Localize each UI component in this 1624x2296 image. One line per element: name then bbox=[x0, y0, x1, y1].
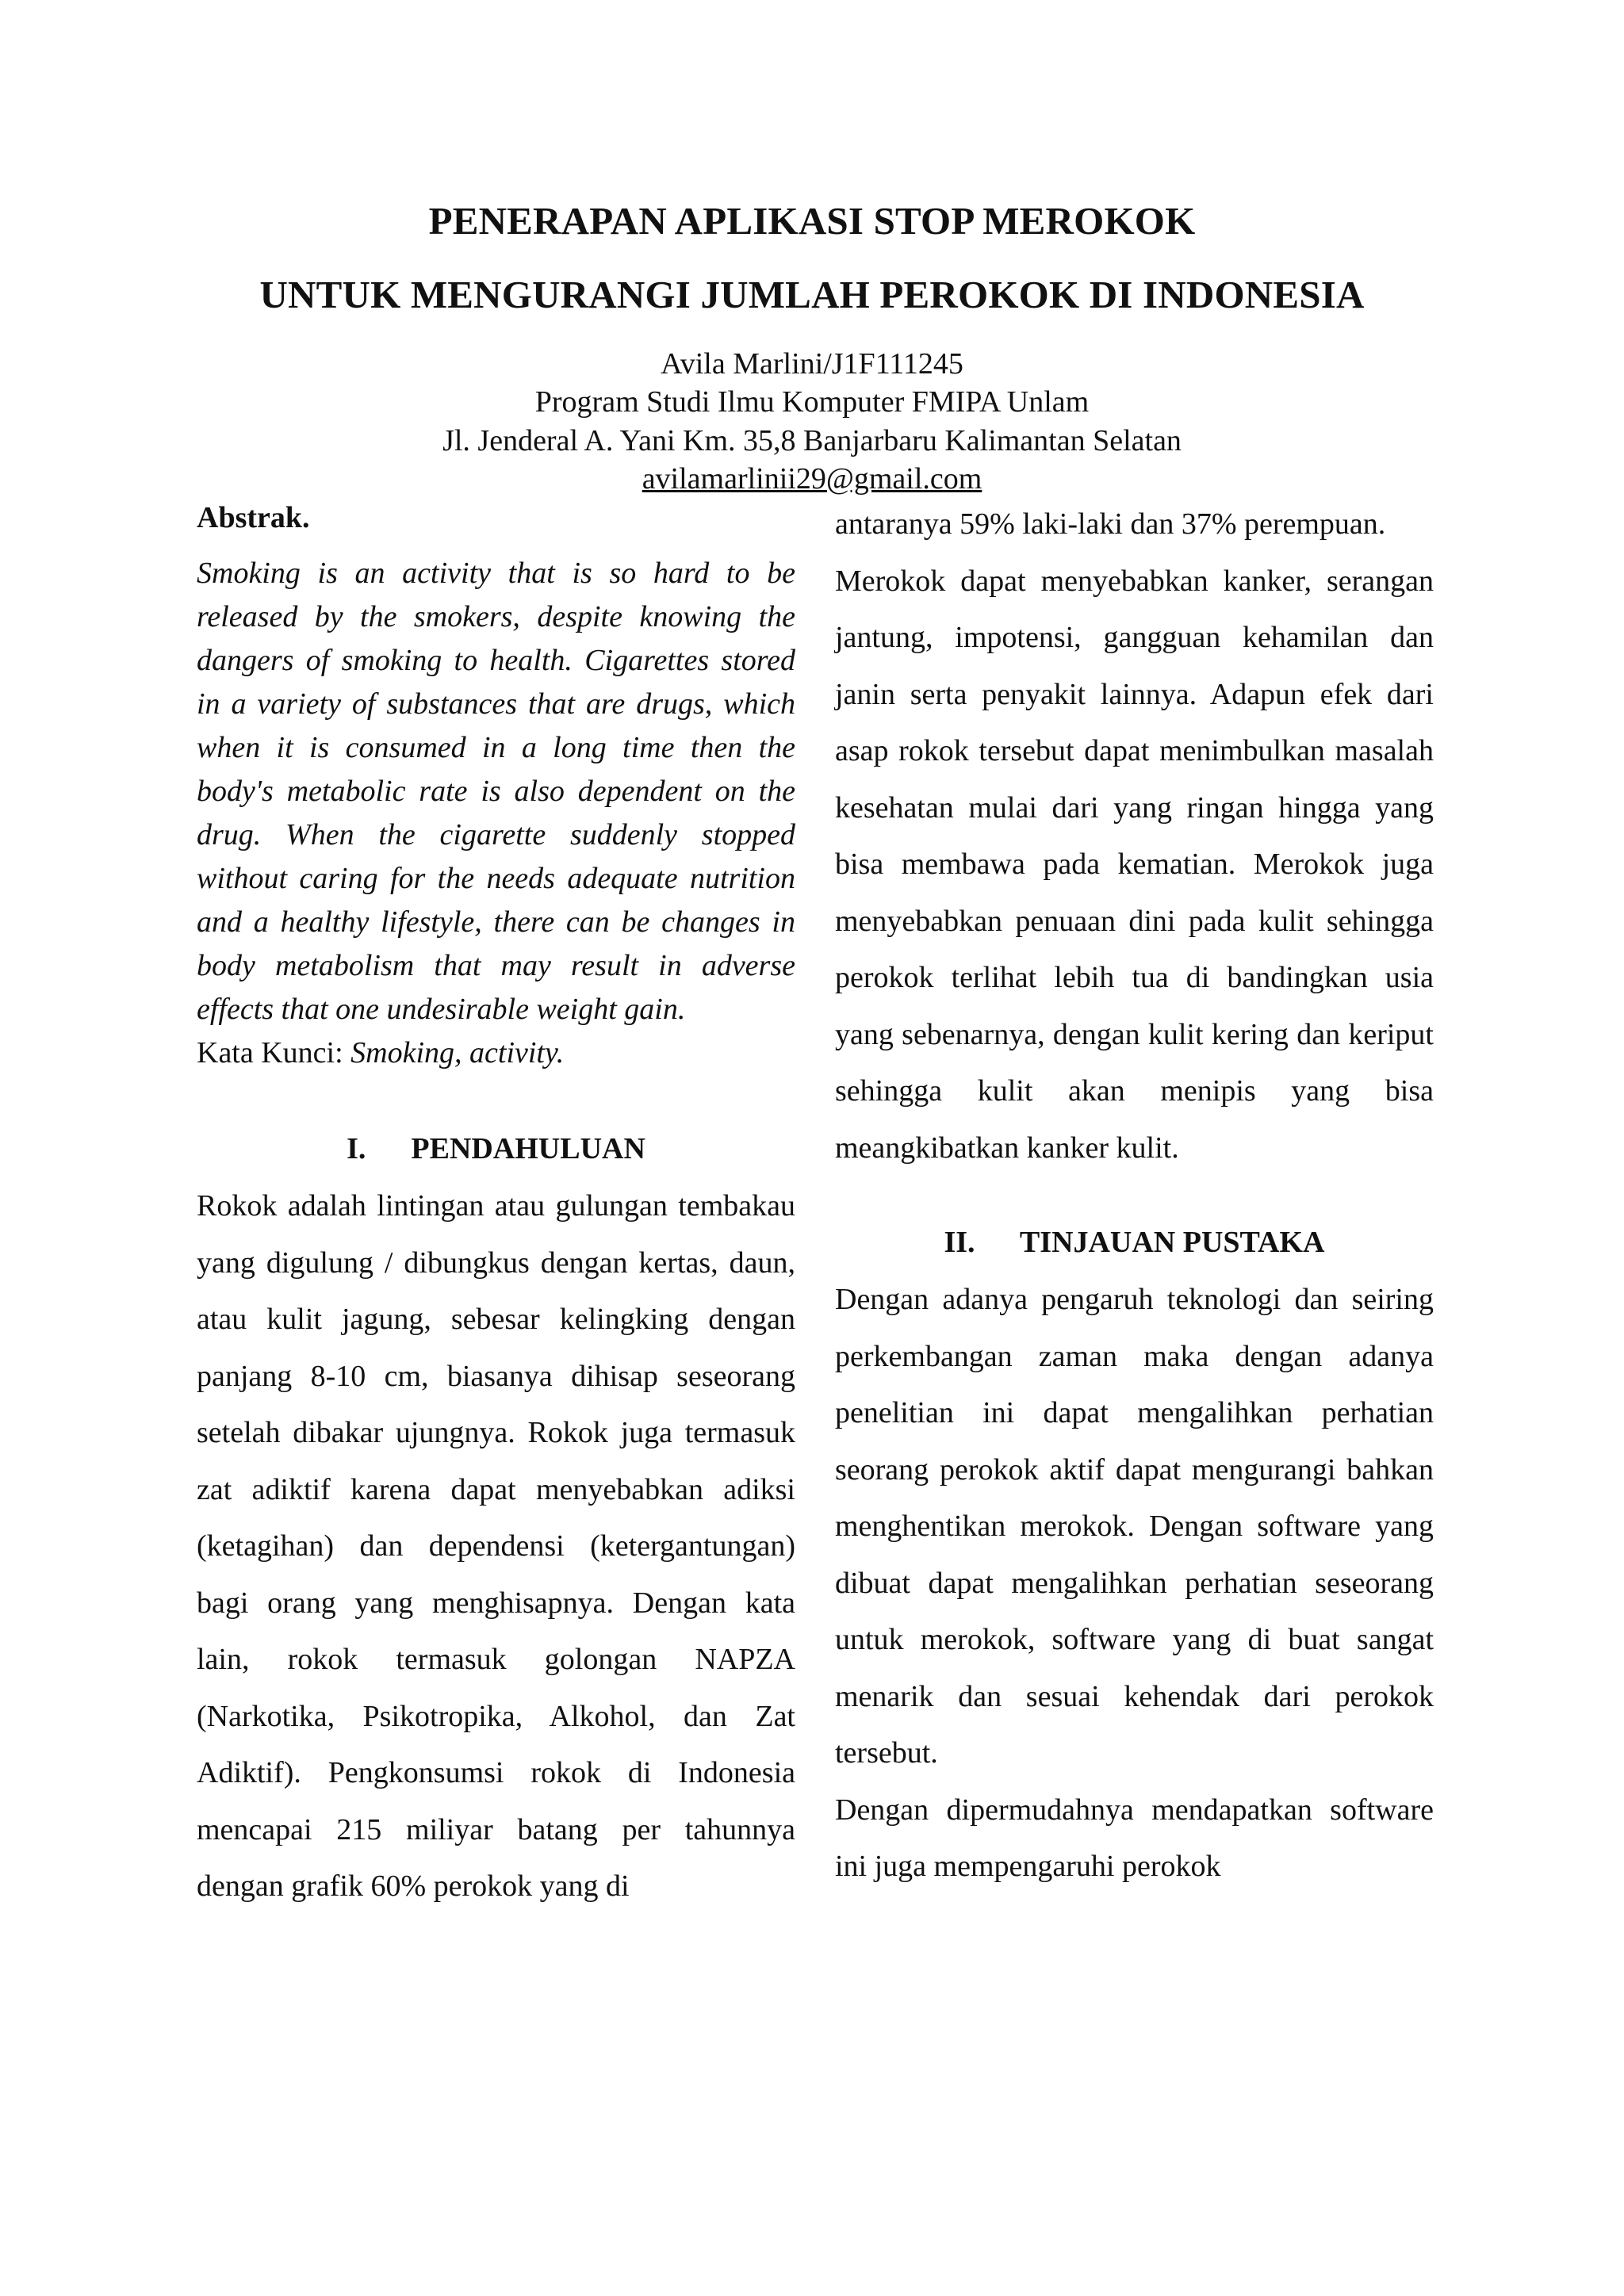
keywords-value: Smoking, activity. bbox=[350, 1036, 565, 1070]
right-column bbox=[835, 496, 1434, 1896]
section-2-heading bbox=[835, 1224, 1434, 1261]
section-2-paragraph-1: Dengan adanya pengaruh teknologi dan seiring perkembangan zaman maka dengan adanya penelitian ini dapat mengalihkan perhatian seorang perokok aktif dapat mengurangi bahkan menghentikan merokok. Dengan software yang dibuat dapat mengalihkan perhatian seseorang untuk merokok, software yang di buat sangat menarik dan sesuai kehendak dari perokok tersebut. bbox=[835, 1283, 1434, 1770]
left-column bbox=[197, 499, 795, 1915]
keywords-label: Kata Kunci: bbox=[197, 1036, 343, 1070]
section-2-title: TINJAUAN PUSTAKA bbox=[1019, 1226, 1325, 1259]
section-2-paragraph-2: Dengan dipermudahnya mendapatkan software ini juga mempengaruhi perokok bbox=[835, 1793, 1434, 1883]
section-2-number: II. bbox=[944, 1226, 975, 1259]
keywords-line bbox=[197, 1031, 795, 1075]
paper-title-line-2: UNTUK MENGURANGI JUMLAH PEROKOK DI INDONESIA bbox=[259, 273, 1365, 316]
author-email[interactable]: avilamarlinii29@gmail.com bbox=[642, 462, 982, 496]
section-1-paragraph-1-right: antaranya 59% laki-laki dan 37% perempuan. bbox=[835, 507, 1386, 541]
abstract-heading: Abstrak. bbox=[197, 501, 310, 534]
section-1-paragraph-1-left: Rokok adalah lintingan atau gulungan tembakau yang digulung / dibungkus dengan kertas, daun, atau kulit jagung, sebesar kelingking dengan panjang 8-10 cm, biasanya dihisap seseorang setelah dibakar ujungnya. Rokok juga termasuk zat adiktif karena dapat menyebabkan adiksi (ketagihan) dan dependensi (ketergantungan) bagi orang yang menghisapnya. Dengan kata lain, rokok termasuk golongan NAPZA (Narkotika, Psikotropika, Alkohol, dan Zat Adiktif). Pengkonsumsi rokok di Indonesia mencapai 215 miliyar batang per tahunnya dengan grafik 60% perokok yang di bbox=[197, 1189, 795, 1903]
section-1-number: I. bbox=[347, 1132, 366, 1165]
abstract-text: Smoking is an activity that is so hard to be released by the smokers, despite knowing the dangers of smoking to health. Cigarettes stored in a variety of substances that are drugs, which when it is consumed in a long time then the body's metabolic rate is also dependent on the drug. When the cigarette suddenly stopped without caring for the needs adequate nutrition and a healthy lifestyle, there can be changes in body metabolism that may result in adverse effects that one undesirable weight gain. bbox=[197, 557, 795, 1026]
section-1-title: PENDAHULUAN bbox=[411, 1132, 645, 1165]
section-1-heading bbox=[197, 1131, 795, 1167]
author-department: Program Studi Ilmu Komputer FMIPA Unlam bbox=[534, 385, 1090, 419]
paper-title-line-1: PENERAPAN APLIKASI STOP MEROKOK bbox=[428, 199, 1196, 243]
author-name: Avila Marlini/J1F111245 bbox=[661, 347, 963, 381]
author-address: Jl. Jenderal A. Yani Km. 35,8 Banjarbaru Kalimantan Selatan bbox=[442, 424, 1182, 457]
section-1-paragraph-2: Merokok dapat menyebabkan kanker, serangan jantung, impotensi, gangguan kehamilan dan janin serta penyakit lainnya. Adapun efek dari asap rokok tersebut dapat menimbulkan masalah kesehatan mulai dari yang ringan hingga yang bisa membawa pada kematian. Merokok juga menyebabkan penuaan dini pada kulit sehingga perokok terlihat lebih tua di bandingkan usia yang sebenarnya, dengan kulit kering dan keriput sehingga kulit akan menipis yang bisa meangkibatkan kanker kulit. bbox=[835, 564, 1434, 1165]
